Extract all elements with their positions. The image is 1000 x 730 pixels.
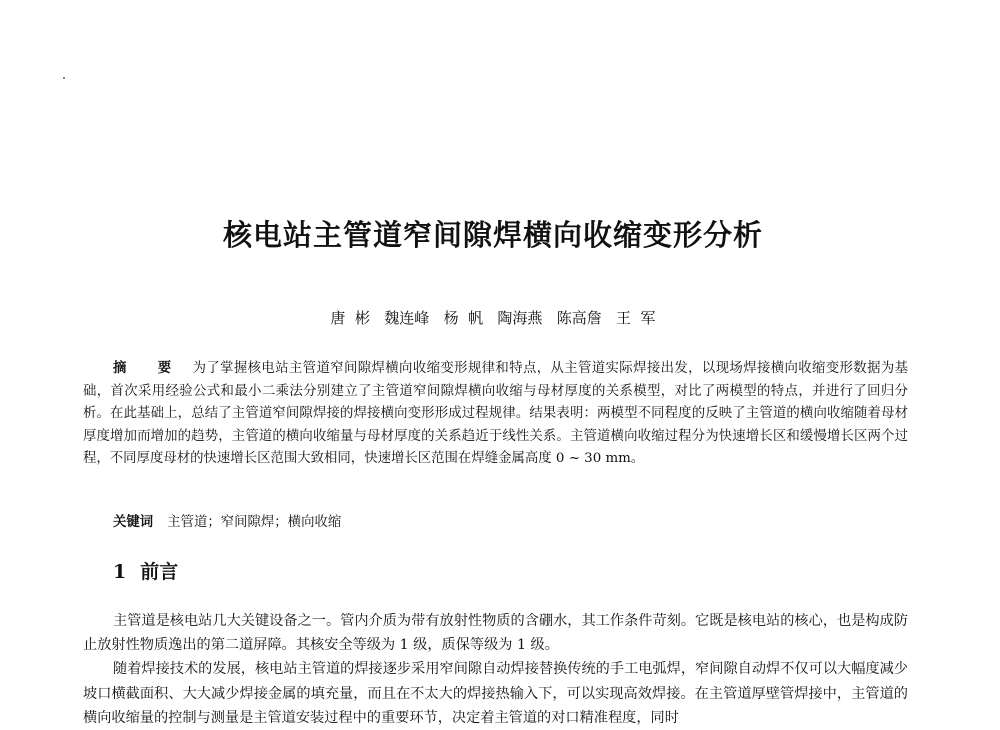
body-paragraph: 主管道是核电站几大关键设备之一。管内介质为带有放射性物质的含硼水，其工作条件苛刻。它既是核电站的核心，也是构成防止放射性物质逸出的第二道屏障。其核安全等级为 1 级，质保等级为 1 级。 xyxy=(83,613,908,654)
section-heading xyxy=(113,558,178,586)
abstract xyxy=(83,357,908,471)
section-body xyxy=(83,609,908,730)
abstract-label: 摘 要 xyxy=(113,360,185,376)
keywords-text: 主管道；窄间隙焊；横向收缩 xyxy=(167,515,342,530)
keywords-label: 关键词 xyxy=(113,514,154,530)
author-list: 唐 彬 魏连峰 杨 帆 陶海燕 陈高詹 王 军 xyxy=(330,309,656,327)
paper-title: 核电站主管道窄间隙焊横向收缩变形分析 xyxy=(222,218,763,252)
scan-speck xyxy=(63,77,65,79)
section-number: 1 xyxy=(113,561,127,583)
body-paragraph: 随着焊接技术的发展，核电站主管道的焊接逐步采用窄间隙自动焊接替换传统的手工电弧焊，窄间隙自动焊不仅可以大幅度减少坡口横截面积、大大减少焊接金属的填充量，而且在不太大的焊接热输入下，可以实现高效焊接。在主管道厚壁管焊接中，主管道的横向收缩量的控制与测量是主管道安装过程中的重要环节，决定着主管道的对口精准程度，同时 xyxy=(83,661,908,726)
section-title: 前言 xyxy=(140,561,179,583)
abstract-text: 为了掌握核电站主管道窄间隙焊横向收缩变形规律和特点，从主管道实际焊接出发，以现场焊接横向收缩变形数据为基础，首次采用经验公式和最小二乘法分别建立了主管道窄间隙焊横向收缩与母材厚度的关系模型，对比了两模型的特点，并进行了回归分析。在此基础上，总结了主管道窄间隙焊接的焊接横向变形形成过程规律。结果表明：两模型不同程度的反映了主管道的横向收缩随着母材厚度增加而增加的趋势，主管道的横向收缩量与母材厚度的关系趋近于线性关系。主管道横向收缩过程分为快速增长区和缓慢增长区两个过程，不同厚度母材的快速增长区范围大致相同，快速增长区范围在焊缝金属高度 0 ~ 30 mm。 xyxy=(83,361,908,466)
keywords xyxy=(113,511,893,534)
